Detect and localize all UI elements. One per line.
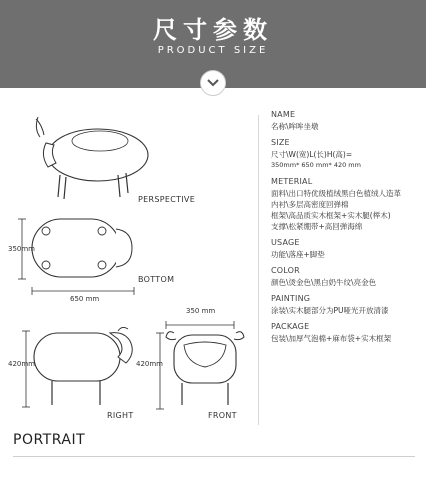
spec-package — [271, 322, 423, 344]
spec-usage — [271, 238, 423, 260]
spec-title: PACKAGE — [271, 322, 310, 331]
page-title: 尺寸参数 — [153, 16, 273, 44]
spec-line: 面料\出口特优级植绒黑白色植绒人造革 — [271, 189, 402, 198]
column-divider — [258, 115, 259, 425]
dim-bottom-width: 650 mm — [70, 295, 100, 303]
spec-title: COLOR — [271, 266, 300, 275]
spec-line: 功能\落座+脚垫 — [271, 250, 325, 259]
spec-line: 尺寸\W(宽)L(长)H(高)= — [271, 150, 353, 159]
drawings-area — [0, 95, 260, 435]
view-label-perspective: PERSPECTIVE — [138, 195, 196, 204]
perspective-drawing — [28, 107, 153, 202]
dim-right-height: 420mm — [8, 360, 35, 368]
view-label-right: RIGHT — [107, 411, 134, 420]
front-drawing — [160, 327, 250, 412]
portrait-heading: PORTRAIT — [13, 432, 86, 448]
spec-painting — [271, 294, 423, 316]
spec-line: 包装\加厚气泡棉+麻布袋+实木框架 — [271, 334, 392, 343]
spec-name — [271, 110, 423, 132]
chevron-down-icon — [200, 70, 226, 96]
dim-right-height-inner: 420mm — [136, 360, 163, 368]
view-label-front: FRONT — [208, 411, 237, 420]
page-subtitle: PRODUCT SIZE — [157, 45, 269, 56]
dim-bottom-height: 350mm — [8, 245, 35, 253]
bottom-dimension-lines — [0, 213, 140, 303]
spec-title: SIZE — [271, 138, 290, 147]
spec-title: PAINTING — [271, 294, 311, 303]
spec-line: 框架\高品质实木框架+实木腿(榉木) — [271, 211, 391, 220]
dim-front-width: 350 mm — [186, 307, 216, 315]
spec-line: 颜色\烫金色\黑白奶牛纹\亮金色 — [271, 278, 377, 287]
spec-line: 内衬\多层高密度回弹棉 — [271, 200, 349, 209]
spec-line: 支撑\松紧绷带+高回弹海绵 — [271, 222, 363, 231]
spec-title: USAGE — [271, 238, 300, 247]
footer-divider — [13, 456, 415, 457]
spec-color — [271, 266, 423, 288]
right-dimension-lines — [0, 325, 140, 415]
spec-line: 350mm* 650 mm* 420 mm — [271, 161, 361, 169]
spec-material — [271, 177, 423, 232]
spec-list — [271, 110, 423, 350]
spec-title: NAME — [271, 110, 296, 119]
spec-title: METERIAL — [271, 177, 313, 186]
spec-line: 名称\哞哞坐墩 — [271, 122, 319, 131]
view-label-bottom: BOTTOM — [138, 275, 175, 284]
spec-line: 涂装\实木腿部分为PU哑光开放清漆 — [271, 306, 389, 315]
spec-size — [271, 138, 423, 171]
